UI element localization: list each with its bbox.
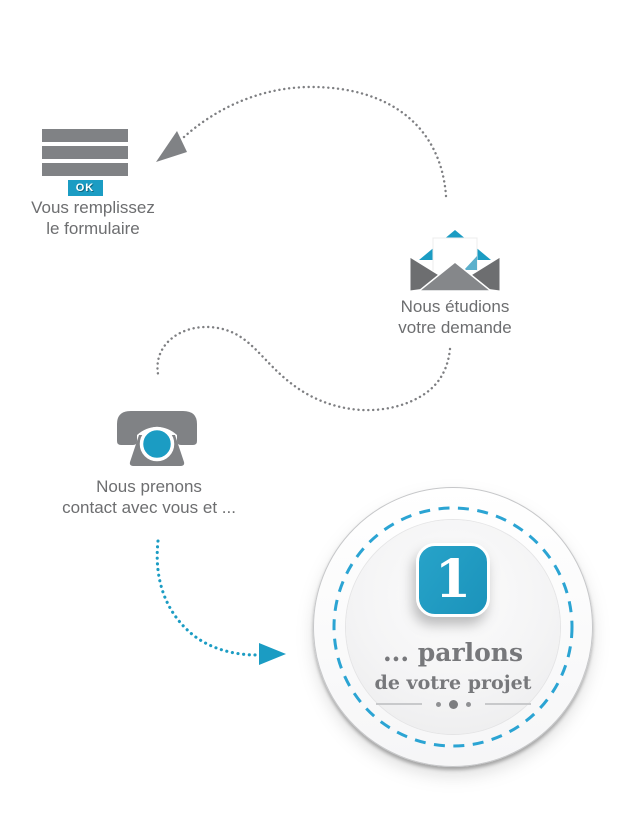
badge-title: ... parlons: [382, 638, 524, 667]
step-phone-label-line1: Nous prenons: [96, 477, 202, 496]
ok-button: OK: [68, 180, 103, 196]
divider-line: [485, 703, 531, 705]
step-email-label: [345, 296, 565, 338]
badge-dashed-ring: [314, 488, 592, 766]
step-form-label-line2: le formulaire: [46, 219, 140, 238]
curve-envelope-to-form: [184, 87, 446, 196]
form-icon: [42, 129, 128, 196]
badge-subtitle: de votre projet: [374, 672, 532, 694]
step-email-label-line2: votre demande: [398, 318, 512, 337]
form-field-bar: [42, 163, 128, 176]
curve-phone-to-badge: [157, 541, 257, 655]
form-field-bar: [42, 129, 128, 142]
arrowhead-to-badge-icon: [259, 643, 286, 665]
phone-icon: [113, 408, 201, 468]
curve-envelope-to-phone: [157, 327, 450, 410]
envelope-icon: [410, 229, 500, 291]
divider-line: [376, 703, 422, 705]
divider-dot: [466, 702, 471, 707]
step-form-label-line1: Vous remplissez: [31, 198, 155, 217]
step-phone-label-line2: contact avec vous et ...: [62, 498, 236, 517]
divider-dot: [449, 700, 458, 709]
cursor-arrowhead-icon: [156, 131, 187, 162]
badge-step-1: [313, 487, 593, 767]
badge-number: 1: [416, 543, 490, 617]
step-email-label-line1: Nous étudions: [400, 297, 510, 316]
step-phone-label: [19, 476, 279, 518]
badge-divider: [314, 696, 592, 712]
step-form-label: [0, 197, 198, 239]
form-field-bar: [42, 146, 128, 159]
divider-dot: [436, 702, 441, 707]
phone-dial: [142, 429, 173, 460]
